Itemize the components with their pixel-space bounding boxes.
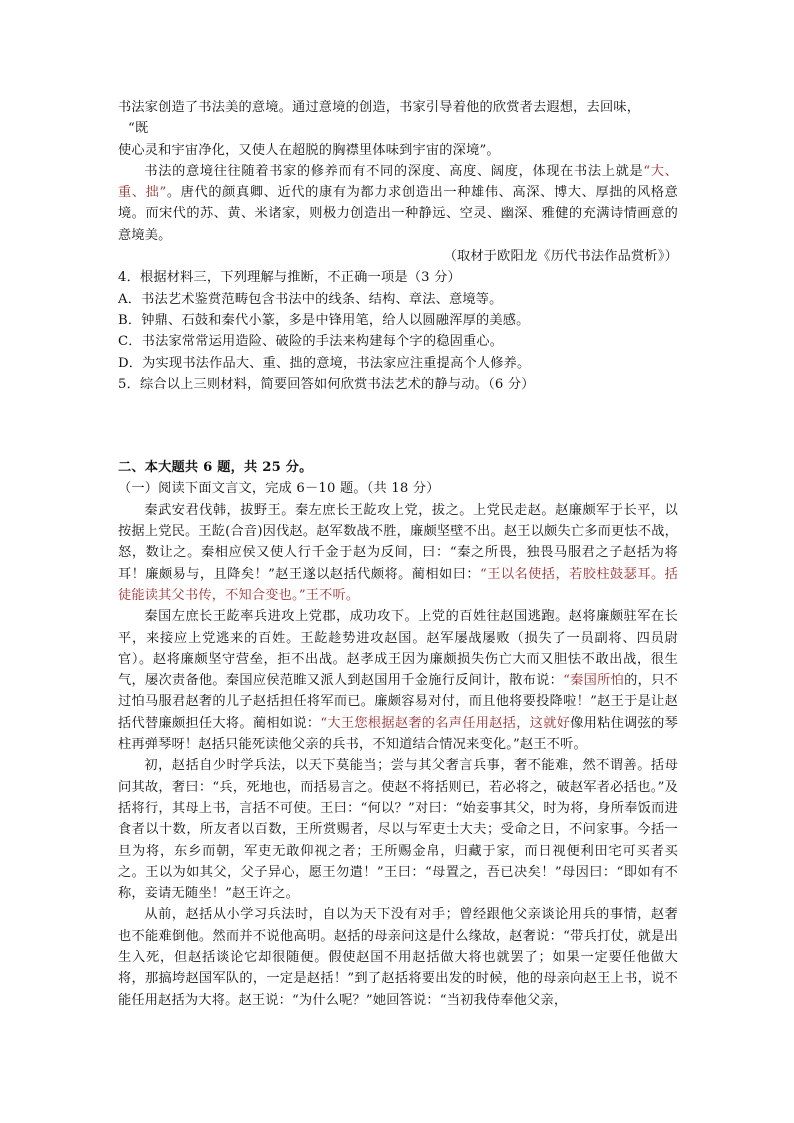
material-paragraph-2 [118, 161, 678, 246]
question-5-stem: 5．综合以上三则材料，简要回答如何欣赏书法艺术的静与动。（6 分） [118, 376, 535, 392]
question-4-stem: 4．根据材料三，下列理解与推断，不正确一项是（3 分） [118, 270, 461, 286]
material-text: 。唐代的颜真卿、近代的康有为都力求创造出一种雄伟、高深、博大、厚拙的风格意境。而宋代的苏、黄、米诸家，则极力创造出一种静远、空灵、幽深、雅健的充满诗情画意的意境美。 [118, 185, 678, 243]
section-spacer [118, 395, 678, 457]
highlighted-text: “大王您根据赵奢的名声任用赵括，这就好 [320, 715, 571, 731]
material-paragraph-1-cont: 使心灵和宇宙净化，又使人在超脱的胸襟里体味到宇宙的深境”。 [118, 142, 500, 158]
translation-text: 秦国左庶长王龁率兵进攻上党郡，成功攻下。上党的百姓往赵国逃跑。赵将廉颇驻军在长平，来接应上党逃来的百姓。王龁趁势进攻赵国。赵军屡战屡败（损失了一员副将、四员尉官）。赵将廉颇坚守营垒，拒不出战。赵孝成王因为廉颇损失伤亡大而又胆怯不敢出战，很生气，屡次责备他。秦国应侯范睢又派人到赵国用千金施行反间计，散布说： [118, 609, 678, 689]
classical-text: 秦武安君伐韩，拔野王。秦左庶长王龁攻上党，拔之。上党民走赵。赵廉颇军于长平，以按据上党民。王龁(合音)因伐赵。赵军数战不胜，廉颇坚壁不出。赵王以颇失亡多而更怯不战，怒，数让之。秦相应侯又使人行千金于赵为反间，曰：“秦之所畏，独畏马服君之子赵括为将耳！廉颇易与，且降矣！”赵王遂以赵括代颇将。蔺相如曰： [118, 502, 678, 582]
translation-paragraph-2: 从前，赵括从小学习兵法时，自以为天下没有对手；曾经跟他父亲谈论用兵的事情，赵奢也不能难倒他。然而并不说他高明。赵括的母亲问这是什么缘故，赵奢说：“带兵打仗，就是出生入死，但赵括谈论它却很随便。假使赵国不用赵括做大将也就罢了；如果一定要任他做大将，那搞垮赵国军队的，一定是赵括！”到了赵括将要出发的时候，他的母亲向赵王上书，说不能任用赵括为大将。赵王说：“为什么呢？”她回答说：“当初我侍奉他父亲， [118, 907, 678, 1008]
translation-text: 像用粘住调弦的琴柱再弹琴呀！赵括只能死读他父亲的兵书，不知道结合情况来变化。”赵王不听。 [118, 715, 678, 753]
source-citation: （取材于欧阳龙《历代书法作品赏析》） [443, 249, 678, 265]
question-4-option-b: B．钟鼎、石鼓和秦代小篆，多是中锋用笔，给人以圆融浑厚的美感。 [118, 312, 530, 328]
material-paragraph-1 [118, 97, 678, 140]
material-text: 书法家创造了书法美的意境。通过意境的创造，书家引导着他的欣赏者去遐想，去回味， [118, 100, 641, 115]
translation-paragraph-1 [118, 606, 678, 755]
highlighted-text: “大、重、拙” [118, 163, 679, 201]
material-text: “既 [128, 121, 149, 137]
question-4-option-d: D．为实现书法作品大、重、拙的意境，书法家应注重提高个人修养。 [118, 355, 531, 371]
question-4-option-a: A．书法艺术鉴赏范畴包含书法中的线条、结构、章法、意境等。 [118, 291, 503, 307]
section-2-heading: 二、本大题共 6 题，共 25 分。 [118, 460, 313, 476]
highlighted-text: “王以名使括，若胶柱鼓瑟耳。括徒能读其父书传，不知合变也。”王不听。 [118, 566, 679, 603]
document-page [118, 97, 678, 1011]
material-text: 书法的意境往往随着书家的修养而有不同的深度、高度、阔度，体现在书法上就是 [144, 163, 644, 179]
highlighted-text: “秦国所怕 [563, 673, 625, 689]
translation-text: 的，只不过怕马服君赵奢的儿子赵括担任将军而已。廉颇容易对付，而且他将要投降啦！”赵王于是让赵括代替廉颇担任大将。蔺相如说： [118, 673, 678, 731]
classical-text-paragraph-2: 初，赵括自少时学兵法，以天下莫能当；尝与其父奢言兵事，奢不能难，然不谓善。括母问其故，奢曰：“兵，死地也，而括易言之。使赵不将括则已，若必将之，破赵军者必括也。”及括将行，其母上书，言括不可使。王曰：“何以？”对曰：“始妾事其父，时为将，身所奉饭而进食者以十数，所友者以百数，王所赏赐者，尽以与军吏士大夫；受命之日，不问家事。今括一旦为将，东乡而朝，军吏无敢仰视之者；王所赐金帛，归藏于家，而日视便利田宅可买者买之。王以为如其父，父子异心，愿王勿遣！”王曰：“母置之，吾已决矣！”母因曰：“即如有不称，妾请无随坐！”赵王许之。 [118, 758, 678, 902]
classical-text-paragraph-1 [118, 500, 678, 606]
question-4-option-c: C．书法家常常运用造险、破险的手法来构建每个字的稳固重心。 [118, 334, 504, 350]
section-2-subheading: （一）阅读下面文言文，完成 6－10 题。（共 18 分） [118, 481, 440, 497]
